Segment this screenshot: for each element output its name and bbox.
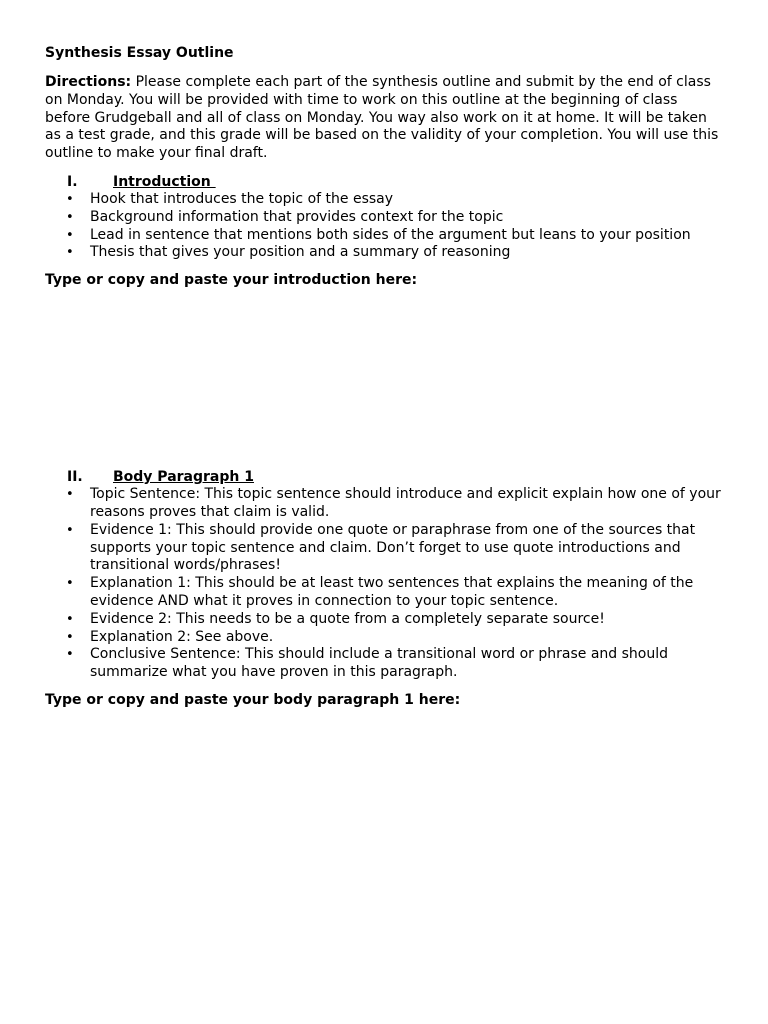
list-item xyxy=(45,209,725,227)
list-item xyxy=(45,629,725,647)
directions-text: Please complete each part of the synthesis outline and submit by the end of class on Monday. You will be provided with time to work on this outline at the beginning of class before Grudgeball and all of class on Monday. You way also work on it at home. It will be taken as a test grade, and this grade will be based on the validity of your completion. You will use this outline to make your final draft. xyxy=(45,74,719,162)
directions-paragraph xyxy=(45,74,725,163)
section-heading-introduction xyxy=(45,173,725,191)
section-name: Introduction xyxy=(113,173,216,190)
introduction-answer-area[interactable] xyxy=(45,290,725,468)
section-numeral: II. xyxy=(67,469,83,486)
section-name: Body Paragraph 1 xyxy=(113,469,254,486)
list-item xyxy=(45,227,725,245)
bullet-icon: • xyxy=(66,647,74,663)
document-title: Synthesis Essay Outline xyxy=(45,45,234,61)
list-item xyxy=(45,191,725,209)
list-item xyxy=(45,646,725,682)
introduction-bullet-list xyxy=(45,191,725,262)
list-item xyxy=(45,611,725,629)
bullet-icon: • xyxy=(66,245,74,261)
document-page xyxy=(45,44,725,1010)
bullet-icon: • xyxy=(66,576,74,592)
list-item-text: Thesis that gives your position and a summary of reasoning xyxy=(90,244,511,261)
bullet-icon: • xyxy=(66,227,74,243)
list-item-text: Conclusive Sentence: This should include a transitional word or phrase and should summarize what you have proven in this paragraph. xyxy=(90,646,668,681)
directions-label: Directions: xyxy=(45,74,132,90)
section-heading-body-paragraph-1 xyxy=(45,468,725,486)
list-item xyxy=(45,522,725,575)
list-item-text: Explanation 2: See above. xyxy=(90,628,274,645)
list-item-text: Evidence 2: This needs to be a quote from a completely separate source! xyxy=(90,610,605,627)
section-numeral: I. xyxy=(67,173,78,190)
list-item-text: Topic Sentence: This topic sentence should introduce and explicit explain how one of your reasons proves that claim is valid. xyxy=(90,486,721,520)
list-item xyxy=(45,244,725,262)
bullet-icon: • xyxy=(66,209,74,225)
list-item xyxy=(45,575,725,611)
body-paragraph-bullet-list xyxy=(45,486,725,682)
bullet-icon: • xyxy=(66,611,74,627)
list-item xyxy=(45,486,725,522)
bullet-icon: • xyxy=(66,629,74,645)
list-item-text: Background information that provides context for the topic xyxy=(90,208,504,225)
bullet-icon: • xyxy=(66,487,74,503)
bullet-icon: • xyxy=(66,191,74,207)
list-item-text: Evidence 1: This should provide one quote or paraphrase from one of the sources that supports your topic sentence and claim. Don’t forget to use quote introductions and transitional words/phrases! xyxy=(90,521,696,574)
bullet-icon: • xyxy=(66,522,74,538)
body-paragraph-prompt: Type or copy and paste your body paragraph 1 here: xyxy=(45,691,461,708)
body-paragraph-answer-area[interactable] xyxy=(45,710,725,1010)
list-item-text: Explanation 1: This should be at least two sentences that explains the meaning of the evidence AND what it proves in connection to your topic sentence. xyxy=(90,575,694,609)
introduction-prompt: Type or copy and paste your introduction here: xyxy=(45,272,418,289)
list-item-text: Lead in sentence that mentions both sides of the argument but leans to your position xyxy=(90,226,691,243)
list-item-text: Hook that introduces the topic of the essay xyxy=(90,190,394,207)
